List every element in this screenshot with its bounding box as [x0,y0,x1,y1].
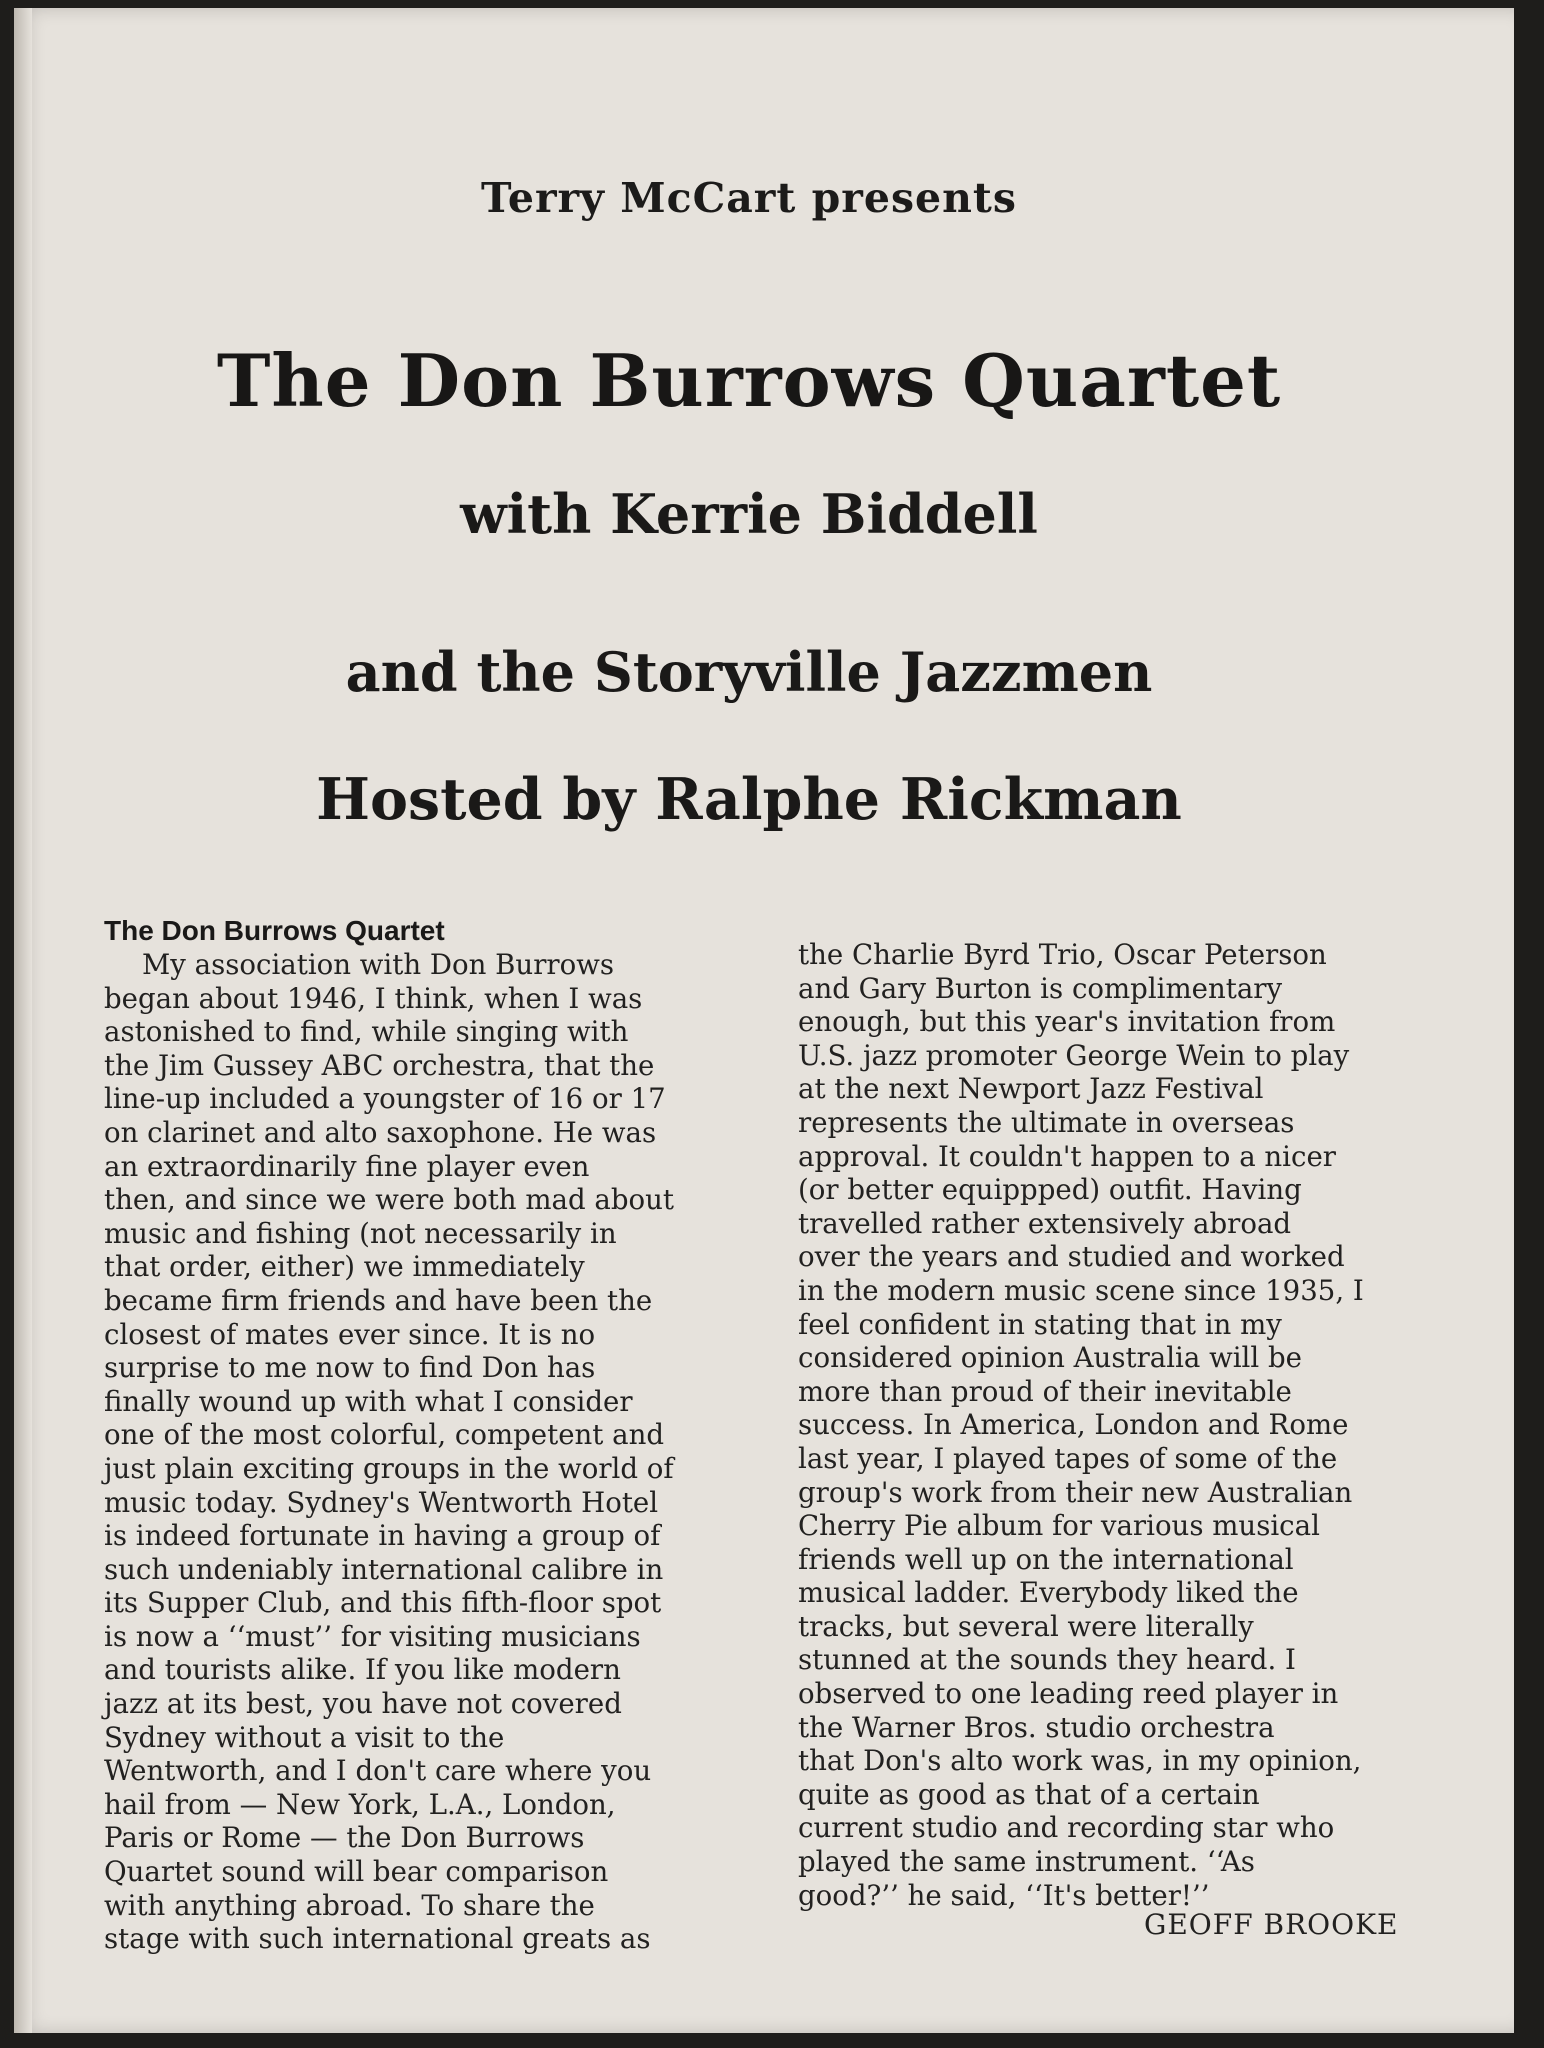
right-column-text [798,938,1448,1912]
text-line: the Warner Bros. studio orchestra [798,1710,1275,1744]
text-line: astonished to find, while singing with [104,1015,629,1049]
text-line: Cherry Pie album for various musical [798,1509,1320,1543]
text-line: group's work from their new Australian [798,1475,1353,1509]
text-line: success. In America, London and Rome [798,1408,1349,1442]
text-line: represents the ultimate in overseas [798,1105,1295,1139]
text-line: hail from — New York, L.A., London, [104,1787,616,1821]
text-line: Wentworth, and I don't care where you [104,1754,652,1788]
article-right-column [798,938,1448,1912]
text-line: last year, I played tapes of some of the [798,1441,1338,1475]
text-line: began about 1946, I think, when I was [104,981,643,1015]
text-line: musical ladder. Everybody liked the [798,1576,1299,1610]
text-line: quite as good as that of a certain [798,1777,1260,1811]
text-line: is indeed fortunate in having a group of [104,1519,661,1553]
text-line: approval. It couldn't happen to a nicer [798,1139,1336,1173]
page-title: The Don Burrows Quartet [216,338,1282,423]
text-line: tracks, but several were literally [798,1609,1254,1643]
text-line: jazz at its best, you have not covered [104,1687,622,1721]
subtitle-host: Hosted by Ralphe Rickman [316,766,1182,833]
text-line: Quartet sound will bear comparison [104,1855,609,1889]
text-line: enough, but this year's invitation from [798,1005,1336,1039]
text-line: considered opinion Australia will be [798,1341,1302,1375]
text-line: friends well up on the international [798,1542,1294,1576]
text-line: on clarinet and alto saxophone. He was [104,1115,657,1149]
text-line: that order, either) we immediately [104,1250,585,1284]
text-line: in the modern music scene since 1935, I [798,1273,1364,1307]
text-line: closest of mates ever since. It is no [104,1317,596,1351]
text-line: the Jim Gussey ABC orchestra, that the [104,1048,655,1082]
text-line: over the years and studied and worked [798,1240,1345,1274]
text-line: an extraordinarily fine player even [104,1149,590,1183]
text-line: finally wound up with what I consider [104,1384,633,1418]
text-line: its Supper Club, and this fifth-floor spot [104,1586,662,1620]
text-line: more than proud of their inevitable [798,1374,1292,1408]
text-line: line-up included a youngster of 16 or 17 [104,1082,666,1116]
text-line: then, and since we were both mad about [104,1183,674,1217]
text-line: surprise to me now to find Don has [104,1351,596,1385]
article-left-column [104,914,724,1956]
text-line: Paris or Rome — the Don Burrows [104,1821,585,1855]
text-line: the Charlie Byrd Trio, Oscar Peterson [798,938,1327,971]
text-line: such undeniably international calibre in [104,1552,664,1586]
text-line: one of the most colorful, competent and [104,1418,665,1452]
text-line: music today. Sydney's Wentworth Hotel [104,1485,659,1519]
text-line: and tourists alike. If you like modern [104,1653,621,1687]
text-line: music and fishing (not necessarily in [104,1216,617,1250]
text-line: U.S. jazz promoter George Wein to play [798,1038,1350,1072]
page-spine-shadow [14,8,32,2033]
text-line: just plain exciting groups in the world of [104,1451,674,1485]
article-heading: The Don Burrows Quartet [104,915,445,946]
text-line: observed to one leading reed player in [798,1677,1339,1711]
program-page [14,8,1514,2033]
text-line: Sydney without a visit to the [104,1720,505,1754]
text-line: at the next Newport Jazz Festival [798,1072,1264,1106]
text-line: good?’’ he said, ‘‘It's better!’’ [798,1878,1210,1912]
text-line: My association with Don Burrows [142,948,614,981]
presenter-line: Terry McCart presents [481,174,1017,222]
text-line: stunned at the sounds they heard. I [798,1643,1296,1677]
text-line: current studio and recording star who [798,1811,1335,1845]
author-signature: GEOFF BROOKE [1144,1908,1399,1941]
subtitle-storyville-jazzmen: and the Storyville Jazzmen [345,640,1153,704]
text-line: travelled rather extensively abroad [798,1206,1292,1240]
text-line: feel confident in stating that in my [798,1307,1282,1341]
text-line: is now a ‘‘must’’ for visiting musicians [104,1619,641,1653]
text-line: stage with such international greats as [104,1922,651,1956]
text-line: that Don's alto work was, in my opinion, [798,1744,1362,1778]
left-column-text [104,948,724,1956]
text-line: with anything abroad. To share the [104,1888,595,1922]
text-line: played the same instrument. ‘‘As [798,1845,1255,1879]
text-line: became firm friends and have been the [104,1283,653,1317]
text-line: (or better equippped) outfit. Having [798,1173,1302,1207]
subtitle-kerrie-biddell: with Kerrie Biddell [460,482,1038,546]
text-line: and Gary Burton is complimentary [798,971,1283,1005]
